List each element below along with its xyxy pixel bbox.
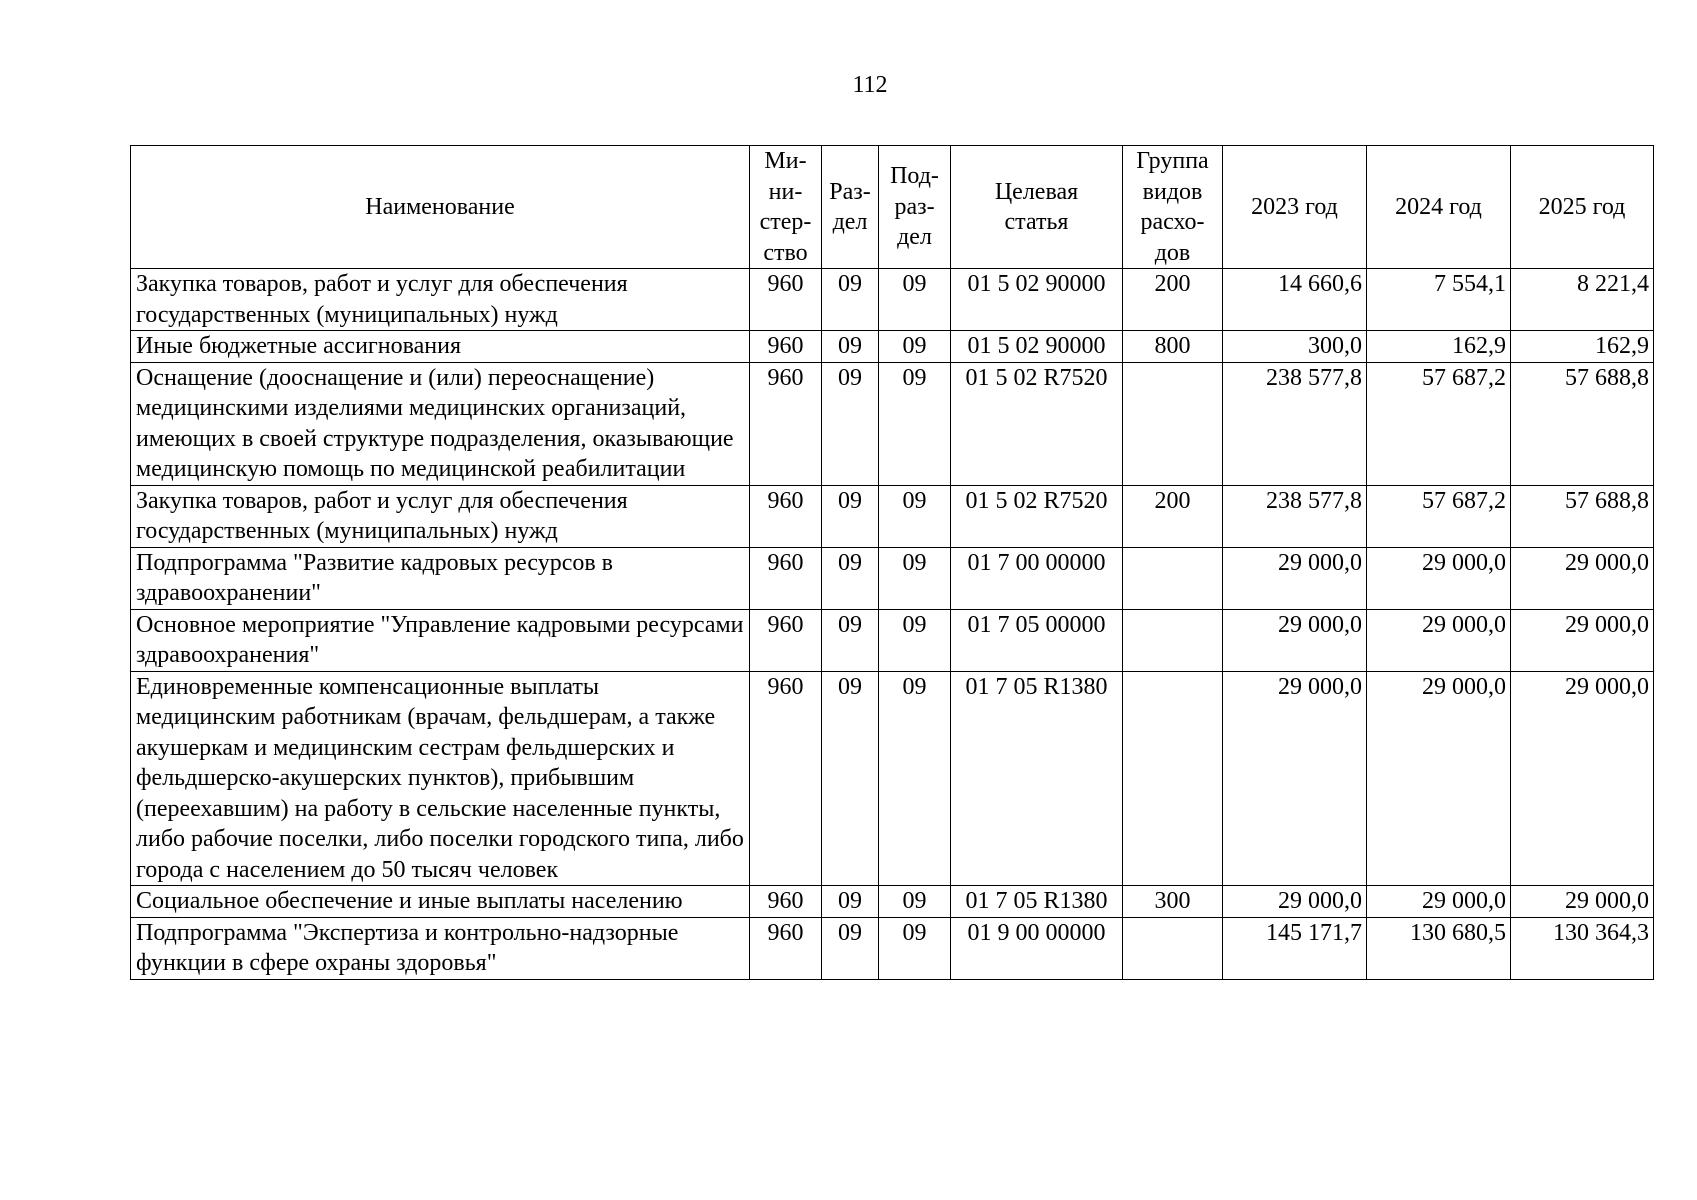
cell-2024: 29 000,0: [1367, 886, 1511, 918]
header-group: Группа видов расхо- дов: [1123, 146, 1223, 269]
cell-2024: 7 554,1: [1367, 269, 1511, 331]
cell-2023: 29 000,0: [1223, 671, 1367, 886]
cell-name: Иные бюджетные ассигнования: [131, 331, 750, 363]
cell-2023: 29 000,0: [1223, 609, 1367, 671]
cell-2024: 29 000,0: [1367, 609, 1511, 671]
cell-2024: 162,9: [1367, 331, 1511, 363]
cell-ministry: 960: [750, 547, 822, 609]
cell-2024: 130 680,5: [1367, 917, 1511, 979]
cell-2023: 238 577,8: [1223, 362, 1367, 485]
cell-group: [1123, 609, 1223, 671]
cell-section: 09: [822, 886, 879, 918]
cell-section: 09: [822, 331, 879, 363]
cell-ministry: 960: [750, 331, 822, 363]
cell-subsection: 09: [879, 362, 951, 485]
cell-2024: 29 000,0: [1367, 547, 1511, 609]
cell-section: 09: [822, 547, 879, 609]
header-2024: 2024 год: [1367, 146, 1511, 269]
cell-name: Единовременные компенсационные выплаты медицинским работникам (врачам, фельдшерам, а также акушеркам и медицинским сестрам фельдшерских и фельдшерско-акушерских пунктов), прибывшим (переехавшим) на работу в сельские населенные пункты, либо рабочие поселки, либо поселки городского типа, либо города с населением до 50 тысяч человек: [131, 671, 750, 886]
header-section: Раз- дел: [822, 146, 879, 269]
cell-2023: 29 000,0: [1223, 547, 1367, 609]
cell-target: 01 5 02 90000: [951, 269, 1123, 331]
table-row: [131, 917, 1654, 979]
cell-2025: 29 000,0: [1511, 609, 1654, 671]
cell-group: [1123, 547, 1223, 609]
cell-2025: 130 364,3: [1511, 917, 1654, 979]
cell-section: 09: [822, 609, 879, 671]
cell-target: 01 9 00 00000: [951, 917, 1123, 979]
cell-target: 01 7 00 00000: [951, 547, 1123, 609]
cell-name: Закупка товаров, работ и услуг для обеспечения государственных (муниципальных) нужд: [131, 485, 750, 547]
cell-group: [1123, 671, 1223, 886]
cell-ministry: 960: [750, 269, 822, 331]
header-ministry: Ми- ни- стер- ство: [750, 146, 822, 269]
cell-2023: 238 577,8: [1223, 485, 1367, 547]
cell-target: 01 7 05 R1380: [951, 886, 1123, 918]
header-target: Целевая статья: [951, 146, 1123, 269]
header-name: Наименование: [131, 146, 750, 269]
table-body: [131, 269, 1654, 980]
cell-target: 01 5 02 R7520: [951, 485, 1123, 547]
cell-section: 09: [822, 269, 879, 331]
cell-subsection: 09: [879, 485, 951, 547]
table-row: [131, 362, 1654, 485]
cell-name: Закупка товаров, работ и услуг для обеспечения государственных (муниципальных) нужд: [131, 269, 750, 331]
cell-subsection: 09: [879, 671, 951, 886]
cell-subsection: 09: [879, 609, 951, 671]
cell-section: 09: [822, 917, 879, 979]
cell-ministry: 960: [750, 362, 822, 485]
cell-2025: 29 000,0: [1511, 671, 1654, 886]
cell-group: [1123, 362, 1223, 485]
cell-ministry: 960: [750, 485, 822, 547]
cell-subsection: 09: [879, 547, 951, 609]
header-2025: 2025 год: [1511, 146, 1654, 269]
cell-group: [1123, 917, 1223, 979]
cell-2023: 14 660,6: [1223, 269, 1367, 331]
cell-ministry: 960: [750, 609, 822, 671]
cell-target: 01 7 05 00000: [951, 609, 1123, 671]
table-row: [131, 331, 1654, 363]
cell-ministry: 960: [750, 671, 822, 886]
cell-subsection: 09: [879, 886, 951, 918]
cell-2023: 145 171,7: [1223, 917, 1367, 979]
cell-subsection: 09: [879, 331, 951, 363]
cell-section: 09: [822, 671, 879, 886]
page-number: 112: [852, 72, 888, 98]
cell-2023: 29 000,0: [1223, 886, 1367, 918]
cell-section: 09: [822, 485, 879, 547]
cell-2025: 29 000,0: [1511, 547, 1654, 609]
cell-target: 01 5 02 90000: [951, 331, 1123, 363]
cell-target: 01 7 05 R1380: [951, 671, 1123, 886]
table-row: [131, 485, 1654, 547]
cell-2025: 8 221,4: [1511, 269, 1654, 331]
cell-2024: 57 687,2: [1367, 485, 1511, 547]
cell-group: 300: [1123, 886, 1223, 918]
cell-name: Оснащение (дооснащение и (или) переоснащение) медицинскими изделиями медицинских организаций, имеющих в своей структуре подразделения, оказывающие медицинскую помощь по медицинской реабилитации: [131, 362, 750, 485]
table-row: [131, 269, 1654, 331]
header-subsection: Под- раз- дел: [879, 146, 951, 269]
budget-table: [130, 145, 1654, 980]
cell-2025: 57 688,8: [1511, 362, 1654, 485]
cell-ministry: 960: [750, 886, 822, 918]
table-row: [131, 886, 1654, 918]
cell-name: Социальное обеспечение и иные выплаты населению: [131, 886, 750, 918]
table-row: [131, 671, 1654, 886]
cell-subsection: 09: [879, 269, 951, 331]
cell-2024: 29 000,0: [1367, 671, 1511, 886]
cell-group: 200: [1123, 485, 1223, 547]
cell-2025: 29 000,0: [1511, 886, 1654, 918]
cell-name: Основное мероприятие "Управление кадровыми ресурсами здравоохранения": [131, 609, 750, 671]
cell-ministry: 960: [750, 917, 822, 979]
cell-2023: 300,0: [1223, 331, 1367, 363]
cell-name: Подпрограмма "Экспертиза и контрольно-надзорные функции в сфере охраны здоровья": [131, 917, 750, 979]
cell-2025: 162,9: [1511, 331, 1654, 363]
cell-section: 09: [822, 362, 879, 485]
header-row: [131, 146, 1654, 269]
table-row: [131, 547, 1654, 609]
cell-name: Подпрограмма "Развитие кадровых ресурсов в здравоохранении": [131, 547, 750, 609]
cell-target: 01 5 02 R7520: [951, 362, 1123, 485]
cell-group: 200: [1123, 269, 1223, 331]
table-row: [131, 609, 1654, 671]
cell-subsection: 09: [879, 917, 951, 979]
cell-group: 800: [1123, 331, 1223, 363]
cell-2025: 57 688,8: [1511, 485, 1654, 547]
header-2023: 2023 год: [1223, 146, 1367, 269]
cell-2024: 57 687,2: [1367, 362, 1511, 485]
